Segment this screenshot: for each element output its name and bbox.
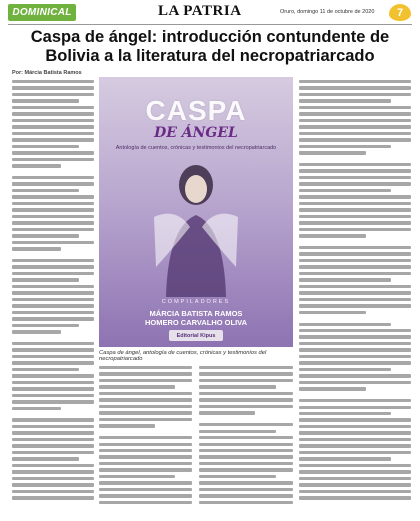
text-line: [299, 418, 411, 421]
text-line: [299, 119, 411, 122]
text-line: [12, 361, 94, 364]
text-line: [299, 202, 411, 205]
text-line: [299, 444, 411, 447]
text-line: [12, 189, 79, 192]
text-line: [299, 189, 391, 192]
text-line: [12, 425, 94, 428]
text-line: [299, 228, 411, 231]
text-line: [199, 501, 293, 504]
text-line: [299, 490, 411, 493]
section-badge: [8, 4, 76, 21]
text-line: [299, 361, 411, 364]
text-line: [12, 99, 79, 102]
text-line: [12, 278, 79, 281]
text-line: [12, 254, 94, 256]
text-line: [99, 418, 192, 421]
text-line: [299, 278, 391, 281]
text-line: [299, 425, 411, 428]
text-line: [299, 99, 391, 102]
text-line: [299, 169, 411, 172]
text-line: [12, 311, 94, 314]
text-line: [12, 106, 94, 109]
text-line: [299, 457, 391, 460]
text-line: [299, 412, 391, 415]
text-line: [299, 381, 411, 384]
text-line: [99, 436, 192, 439]
text-line: [299, 265, 411, 268]
section-label: DOMINICAL: [12, 7, 72, 18]
text-column-2: [99, 366, 192, 514]
text-line: [12, 477, 94, 480]
text-line: [12, 348, 94, 351]
text-line: [299, 158, 411, 160]
text-line: [299, 221, 411, 224]
text-line: [12, 285, 94, 288]
text-line: [12, 164, 61, 167]
text-line: [12, 119, 94, 122]
text-line: [199, 423, 293, 426]
text-line: [12, 93, 94, 96]
text-line: [12, 438, 94, 441]
text-line: [299, 106, 411, 109]
text-line: [12, 182, 94, 185]
text-line: [12, 202, 94, 205]
text-line: [12, 418, 94, 421]
text-line: [299, 176, 411, 179]
cover-compilers-label: COMPILADORES: [161, 299, 231, 305]
text-line: [199, 443, 293, 446]
cover-subtitle: DE ÁNGEL: [154, 125, 238, 141]
text-line: [12, 330, 61, 333]
text-line: [199, 372, 293, 375]
text-line: [299, 112, 411, 115]
text-line: [99, 468, 192, 471]
text-line: [12, 368, 79, 371]
text-line: [299, 132, 411, 135]
text-line: [299, 195, 411, 198]
text-line: [99, 455, 192, 458]
text-line: [199, 468, 293, 471]
text-line: [299, 368, 391, 371]
cover-author: MÁRCIA BATISTA RAMOS: [149, 309, 243, 318]
text-line: [12, 265, 94, 268]
book-cover-image: [99, 77, 293, 347]
text-line: [99, 424, 155, 427]
cover-angel-figure: [146, 157, 246, 297]
text-line: [99, 366, 192, 369]
cover-description: Antología de cuentos, crónicas y testimonios del necropatriarcado: [115, 145, 277, 151]
text-line: [299, 182, 411, 185]
text-line: [12, 413, 94, 415]
text-line: [299, 348, 411, 351]
text-line: [12, 337, 94, 339]
text-line: [299, 163, 411, 166]
text-line: [99, 398, 192, 401]
text-line: [299, 145, 391, 148]
text-line: [199, 366, 293, 369]
issue-date: Oruro, domingo 11 de octubre de 2020: [280, 9, 375, 15]
text-line: [12, 400, 94, 403]
text-line: [99, 443, 192, 446]
text-line: [12, 291, 94, 294]
masthead: LA PATRIA: [158, 3, 242, 19]
text-line: [299, 477, 411, 480]
text-line: [12, 272, 94, 275]
text-line: [99, 462, 192, 465]
cover-authors: [99, 309, 293, 327]
cover-author: HOMERO CARVALHO OLIVA: [144, 318, 248, 327]
text-line: [12, 221, 94, 224]
text-line: [299, 387, 366, 390]
text-line: [199, 418, 293, 420]
text-column-4: [299, 80, 411, 514]
text-line: [299, 464, 411, 467]
text-line: [299, 80, 411, 83]
text-line: [99, 501, 192, 504]
text-line: [199, 455, 293, 458]
text-line: [99, 449, 192, 452]
text-line: [199, 392, 293, 395]
text-line: [12, 241, 94, 244]
text-line: [12, 317, 94, 320]
text-line: [12, 145, 79, 148]
text-line: [299, 355, 411, 358]
text-line: [12, 355, 94, 358]
text-line: [199, 494, 293, 497]
text-line: [12, 80, 94, 83]
text-line: [299, 215, 411, 218]
image-caption: Caspa de ángel, antología de cuentos, crónicas y testimonios del necropatriarcado: [99, 350, 267, 362]
text-line: [12, 234, 79, 237]
text-line: [12, 431, 94, 434]
text-lines: [199, 366, 293, 504]
text-line: [12, 496, 94, 499]
text-line: [299, 496, 411, 499]
text-line: [299, 298, 411, 301]
text-line: [99, 392, 192, 395]
text-column-1: [12, 80, 94, 514]
text-line: [299, 406, 411, 409]
text-line: [299, 138, 411, 141]
text-line: [199, 449, 293, 452]
text-line: [12, 374, 94, 377]
text-line: [299, 86, 411, 89]
text-line: [299, 399, 411, 402]
text-line: [12, 394, 94, 397]
text-line: [99, 379, 192, 382]
text-line: [299, 304, 411, 307]
text-line: [12, 132, 94, 135]
text-line: [199, 411, 255, 414]
text-line: [299, 483, 411, 486]
text-line: [12, 86, 94, 89]
text-column-3: [199, 366, 293, 514]
text-line: [299, 246, 411, 249]
text-line: [299, 374, 411, 377]
text-line: [299, 93, 411, 96]
text-line: [12, 407, 61, 410]
text-line: [99, 494, 192, 497]
text-line: [12, 228, 94, 231]
header-rule: [8, 24, 412, 25]
text-line: [12, 470, 94, 473]
text-line: [199, 475, 276, 478]
text-line: [299, 394, 411, 396]
text-line: [12, 381, 94, 384]
article-headline: Caspa de ángel: introducción contundente de Bolivia a la literatura del necropatriarcado: [30, 28, 390, 65]
text-line: [299, 329, 411, 332]
text-line: [12, 298, 94, 301]
text-line: [12, 151, 94, 154]
text-line: [12, 208, 94, 211]
text-line: [99, 405, 192, 408]
text-line: [99, 372, 192, 375]
text-line: [299, 291, 411, 294]
text-line: [199, 379, 293, 382]
text-line: [299, 125, 411, 128]
text-line: [12, 490, 94, 493]
text-line: [12, 112, 94, 115]
text-line: [299, 342, 411, 345]
text-line: [199, 385, 276, 388]
text-line: [299, 451, 411, 454]
text-line: [99, 411, 192, 414]
text-line: [99, 431, 192, 433]
text-line: [299, 208, 411, 211]
text-line: [12, 451, 94, 454]
text-line: [199, 436, 293, 439]
text-line: [12, 215, 94, 218]
text-line: [99, 385, 175, 388]
text-line: [199, 488, 293, 491]
text-line: [299, 470, 411, 473]
text-line: [12, 171, 94, 173]
text-line: [99, 481, 192, 484]
text-line: [199, 481, 293, 484]
text-line: [299, 285, 411, 288]
text-line: [99, 475, 175, 478]
text-line: [12, 138, 94, 141]
text-line: [12, 457, 79, 460]
text-line: [199, 462, 293, 465]
text-line: [199, 430, 276, 433]
text-line: [299, 272, 411, 275]
text-line: [299, 234, 366, 237]
text-lines: [12, 80, 94, 500]
text-line: [199, 398, 293, 401]
text-line: [12, 195, 94, 198]
text-line: [12, 304, 94, 307]
text-line: [12, 259, 94, 262]
text-line: [299, 151, 366, 154]
text-line: [199, 405, 293, 408]
text-line: [299, 335, 411, 338]
text-line: [12, 324, 79, 327]
text-line: [99, 488, 192, 491]
text-line: [299, 317, 411, 319]
article-byline: Por: Márcia Batista Ramos: [12, 70, 82, 76]
text-line: [12, 444, 94, 447]
text-line: [299, 438, 411, 441]
text-line: [12, 342, 94, 345]
text-line: [12, 483, 94, 486]
publisher-logo: Editorial Kipus: [169, 330, 223, 341]
text-line: [12, 125, 94, 128]
text-line: [12, 387, 94, 390]
text-line: [299, 311, 366, 314]
text-line: [299, 241, 411, 243]
text-line: [12, 158, 94, 161]
text-line: [12, 176, 94, 179]
text-line: [299, 323, 391, 326]
page-number-badge: 7: [389, 4, 411, 21]
text-line: [12, 464, 94, 467]
text-line: [299, 259, 411, 262]
text-line: [299, 431, 411, 434]
text-line: [12, 247, 61, 250]
cover-title: CASPA: [145, 95, 247, 126]
text-lines: [299, 80, 411, 500]
text-line: [299, 252, 411, 255]
text-lines: [99, 366, 192, 504]
